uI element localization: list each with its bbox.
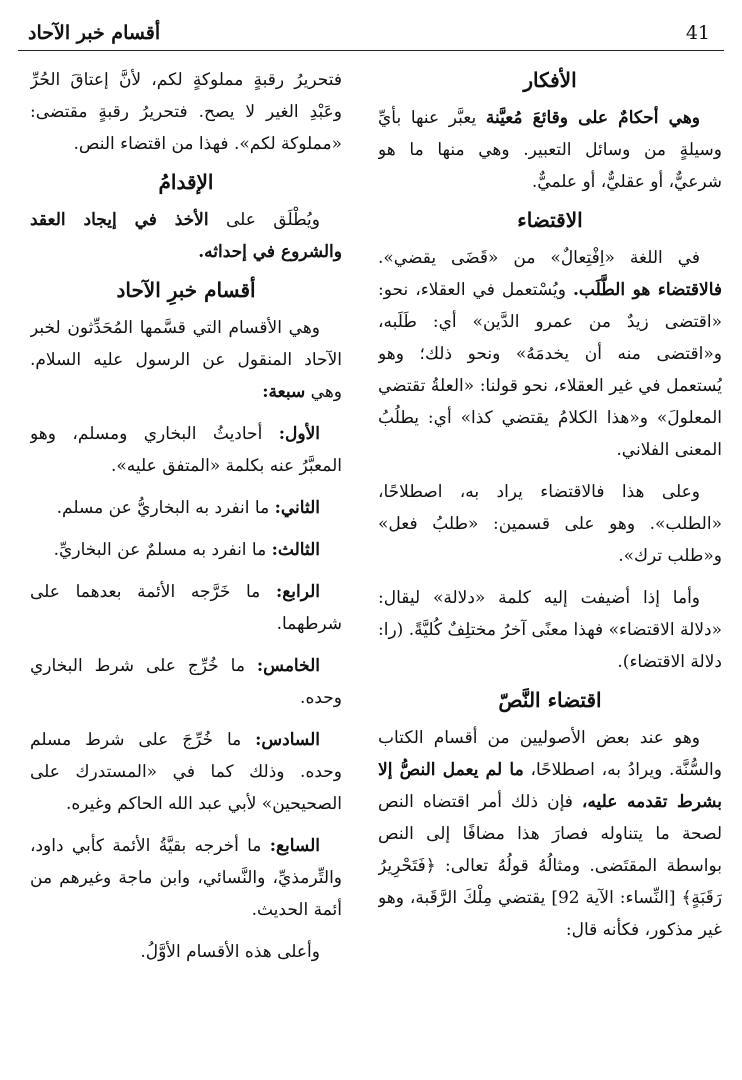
item-text: ما أخرجه بقيَّةُ الأئمة كأبي داود، والتِّرمذيِّ، والنَّسائي، وابن ماجة وغيرهم من أئمة الحديث.: [30, 836, 342, 920]
item-label: الخامس:: [256, 656, 320, 676]
item-text: ما خَرَّجه الأئمة بعدهما على شرطهما.: [30, 582, 342, 634]
paragraph-iqtida-2: وعلى هذا فالاقتضاء يراد به، اصطلاحًا، «الطلب». وهو على قسمين: «طلبُ فعل» و«طلب ترك».: [378, 482, 722, 566]
paragraph-iqtida-3: وأما إذا أضيفت إليه كلمة «دلالة» ليقال: «دلالة الاقتضاء» فهذا معنًى آخرُ مختلِفٌ كُليَّةً. (را: دلالة الاقتضاء).: [378, 588, 722, 672]
item-label: الأول:: [278, 424, 320, 444]
list-item: [30, 724, 342, 820]
item-text: ما خُرِّجَ على شرط مسلم وحده. وذلك كما في «المستدرك على الصحيحين» لأبي عبد الله الحاكم وغيره.: [30, 730, 342, 814]
heading-iqtida-nass: اقتضاء النَّصّ: [498, 688, 602, 712]
list-item: [30, 576, 342, 640]
right-column: [378, 64, 722, 1050]
heading-aqsam: أقسام خبرِ الآحاد: [116, 278, 256, 302]
heading-iqtida: الاقتضاء: [517, 208, 583, 232]
list-item: [30, 650, 342, 714]
list-item: [30, 534, 342, 566]
item-text: ما خُرِّج على شرط البخاري وحده.: [30, 656, 342, 708]
list-item: [30, 418, 342, 482]
item-label: الثاني:: [274, 498, 320, 518]
paragraph-afkar: [378, 102, 722, 198]
paragraph-text: ويُطْلَق على: [208, 210, 320, 230]
list-item: [30, 492, 342, 524]
list-item: [30, 830, 342, 926]
page-header: [18, 14, 724, 51]
paragraph-iqtida-nass: [378, 722, 722, 946]
bold-phrase: الأخذ في إيجاد العقد والشروع في إحداثه.: [30, 210, 342, 262]
page-number: 41: [685, 22, 710, 44]
paragraph-continuation: فتحريرُ رقبةٍ مملوكةٍ لكم، لأنَّ إعتاقَ الحُرِّ وعَبْدِ الغير لا يصح. فتحريرُ رقبةٍ مقتضى: «مملوكة لكم». فهذا من اقتضاء النص.: [30, 70, 342, 154]
bold-phrase: وهي أحكامٌ على وقائعَ مُعيَّنة: [485, 108, 700, 128]
paragraph-iqtida-1: [378, 242, 722, 466]
item-label: الرابع:: [275, 582, 320, 602]
paragraph-aqsam-intro: [30, 312, 342, 408]
paragraph-iqdam: [30, 204, 342, 268]
item-text: ما انفرد به البخاريُّ عن مسلم.: [56, 498, 275, 518]
paragraph-text: في اللغة «اِفْتِعالٌ» من «قَضَى يقضي».: [378, 248, 700, 268]
item-label: الثالث:: [271, 540, 320, 560]
item-text: ما انفرد به مسلمٌ عن البخاريِّ.: [53, 540, 272, 560]
running-title: أقسام خبر الآحاد: [28, 22, 161, 44]
heading-afkar: الأفكار: [523, 68, 577, 92]
paragraph-closing: وأعلى هذه الأقسام الأوَّلُ.: [140, 942, 320, 962]
paragraph-text: وهي الأقسام التي قسَّمها المُحَدِّثون لخبر الآحاد المنقول عن الرسول عليه السلام. وهي: [30, 318, 342, 402]
paragraph-text: وهو عند بعض الأصوليين من أقسام الكتاب والسُّنَّة. ويرادُ به، اصطلاحًا،: [378, 728, 722, 780]
bold-phrase: سبعة:: [262, 382, 306, 402]
paragraph-text: يعبَّر عنها بأيِّ وسيلةٍ من وسائل التعبير. وهي منها ما هو شرعيٌّ، أو عقليٌّ، أو علميٌّ.: [378, 108, 722, 192]
paragraph-text: فإن ذلك أمر اقتضاه النص لصحة ما يتناوله فصارَ هذا مضافًا إلى النص بواسطة المقتَضى. ومثالُهُ قولُهُ تعالى: ﴿فَتَحْرِيرُ رَقَبَةٍ﴾ [النِّساء: الآية 92] يقتضي مِلْكَ الرَّقَبة، وهو غير مذكور، فكأنه قال:: [378, 792, 722, 940]
item-label: السادس:: [255, 730, 320, 750]
bold-phrase: فالاقتضاء هو الطَّلَب.: [572, 280, 722, 300]
item-label: السابع:: [269, 836, 320, 856]
bold-phrase: ما لم يعمل النصُّ إلا بشرط تقدمه عليه،: [378, 760, 722, 812]
left-column: [30, 64, 342, 1050]
heading-iqdam: الإقدامُ: [158, 170, 214, 194]
paragraph-text: ويُسْتعمل في العقلاء، نحو: «اقتضى زيدٌ من عمرو الدَّين» أي: طَلَبه، و«اقتضى منه أن يخدمَهُ» ونحو ذلك؛ وهو يُستعمل في غير العقلاء، نحو قولنا: «العلةُ تقتضي المعلولَ» و«هذا الكلامُ يقتضي كذا» أي: يطلُبُ المعنى الفلاني.: [378, 280, 722, 460]
item-text: أحاديثُ البخاري ومسلم، وهو المعبَّرُ عنه بكلمة «المتفق عليه».: [30, 424, 342, 476]
